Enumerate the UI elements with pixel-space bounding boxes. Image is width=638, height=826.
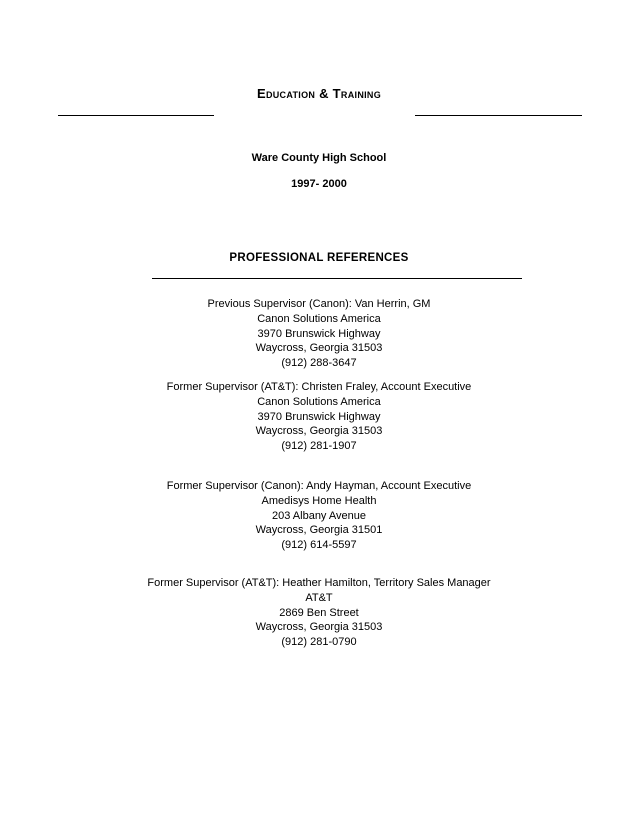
reference-company: Amedisys Home Health [261, 494, 377, 507]
reference-street: 3970 Brunswick Highway [257, 410, 381, 423]
reference-city: Waycross, Georgia 31503 [255, 342, 383, 355]
reference-street: 2869 Ben Street [279, 606, 359, 619]
reference-company: Canon Solutions America [257, 312, 381, 325]
references-heading: PROFESSIONAL REFERENCES [229, 252, 409, 264]
reference-street: 3970 Brunswick Highway [257, 327, 381, 340]
reference-city: Waycross, Georgia 31501 [255, 524, 383, 537]
education-heading: Education & Training [256, 86, 382, 101]
reference-header: Former Supervisor (AT&T): Heather Hamilton, Territory Sales Manager [147, 577, 491, 589]
reference-phone: (912) 288-3647 [281, 357, 357, 370]
reference-entry [0, 380, 638, 454]
reference-header: Former Supervisor (Canon): Andy Hayman, Account Executive [166, 480, 472, 492]
reference-street: 203 Albany Avenue [272, 509, 366, 522]
school-name: Ware County High School [251, 152, 387, 164]
reference-phone: (912) 281-1907 [281, 440, 357, 453]
reference-phone: (912) 281-0790 [281, 636, 357, 649]
reference-city: Waycross, Georgia 31503 [255, 621, 383, 634]
reference-phone: (912) 614-5597 [281, 539, 357, 552]
reference-entry [0, 479, 638, 553]
education-rule-left [58, 115, 214, 116]
school-years: 1997- 2000 [291, 178, 347, 190]
reference-entry [0, 297, 638, 371]
reference-company: AT&T [305, 591, 333, 604]
reference-header: Former Supervisor (AT&T): Christen Fraley, Account Executive [166, 381, 472, 393]
education-rule-right [415, 115, 582, 116]
reference-company: Canon Solutions America [257, 395, 381, 408]
reference-header: Previous Supervisor (Canon): Van Herrin, GM [207, 298, 431, 310]
reference-city: Waycross, Georgia 31503 [255, 425, 383, 438]
references-rule [152, 278, 522, 279]
reference-entry [0, 576, 638, 650]
